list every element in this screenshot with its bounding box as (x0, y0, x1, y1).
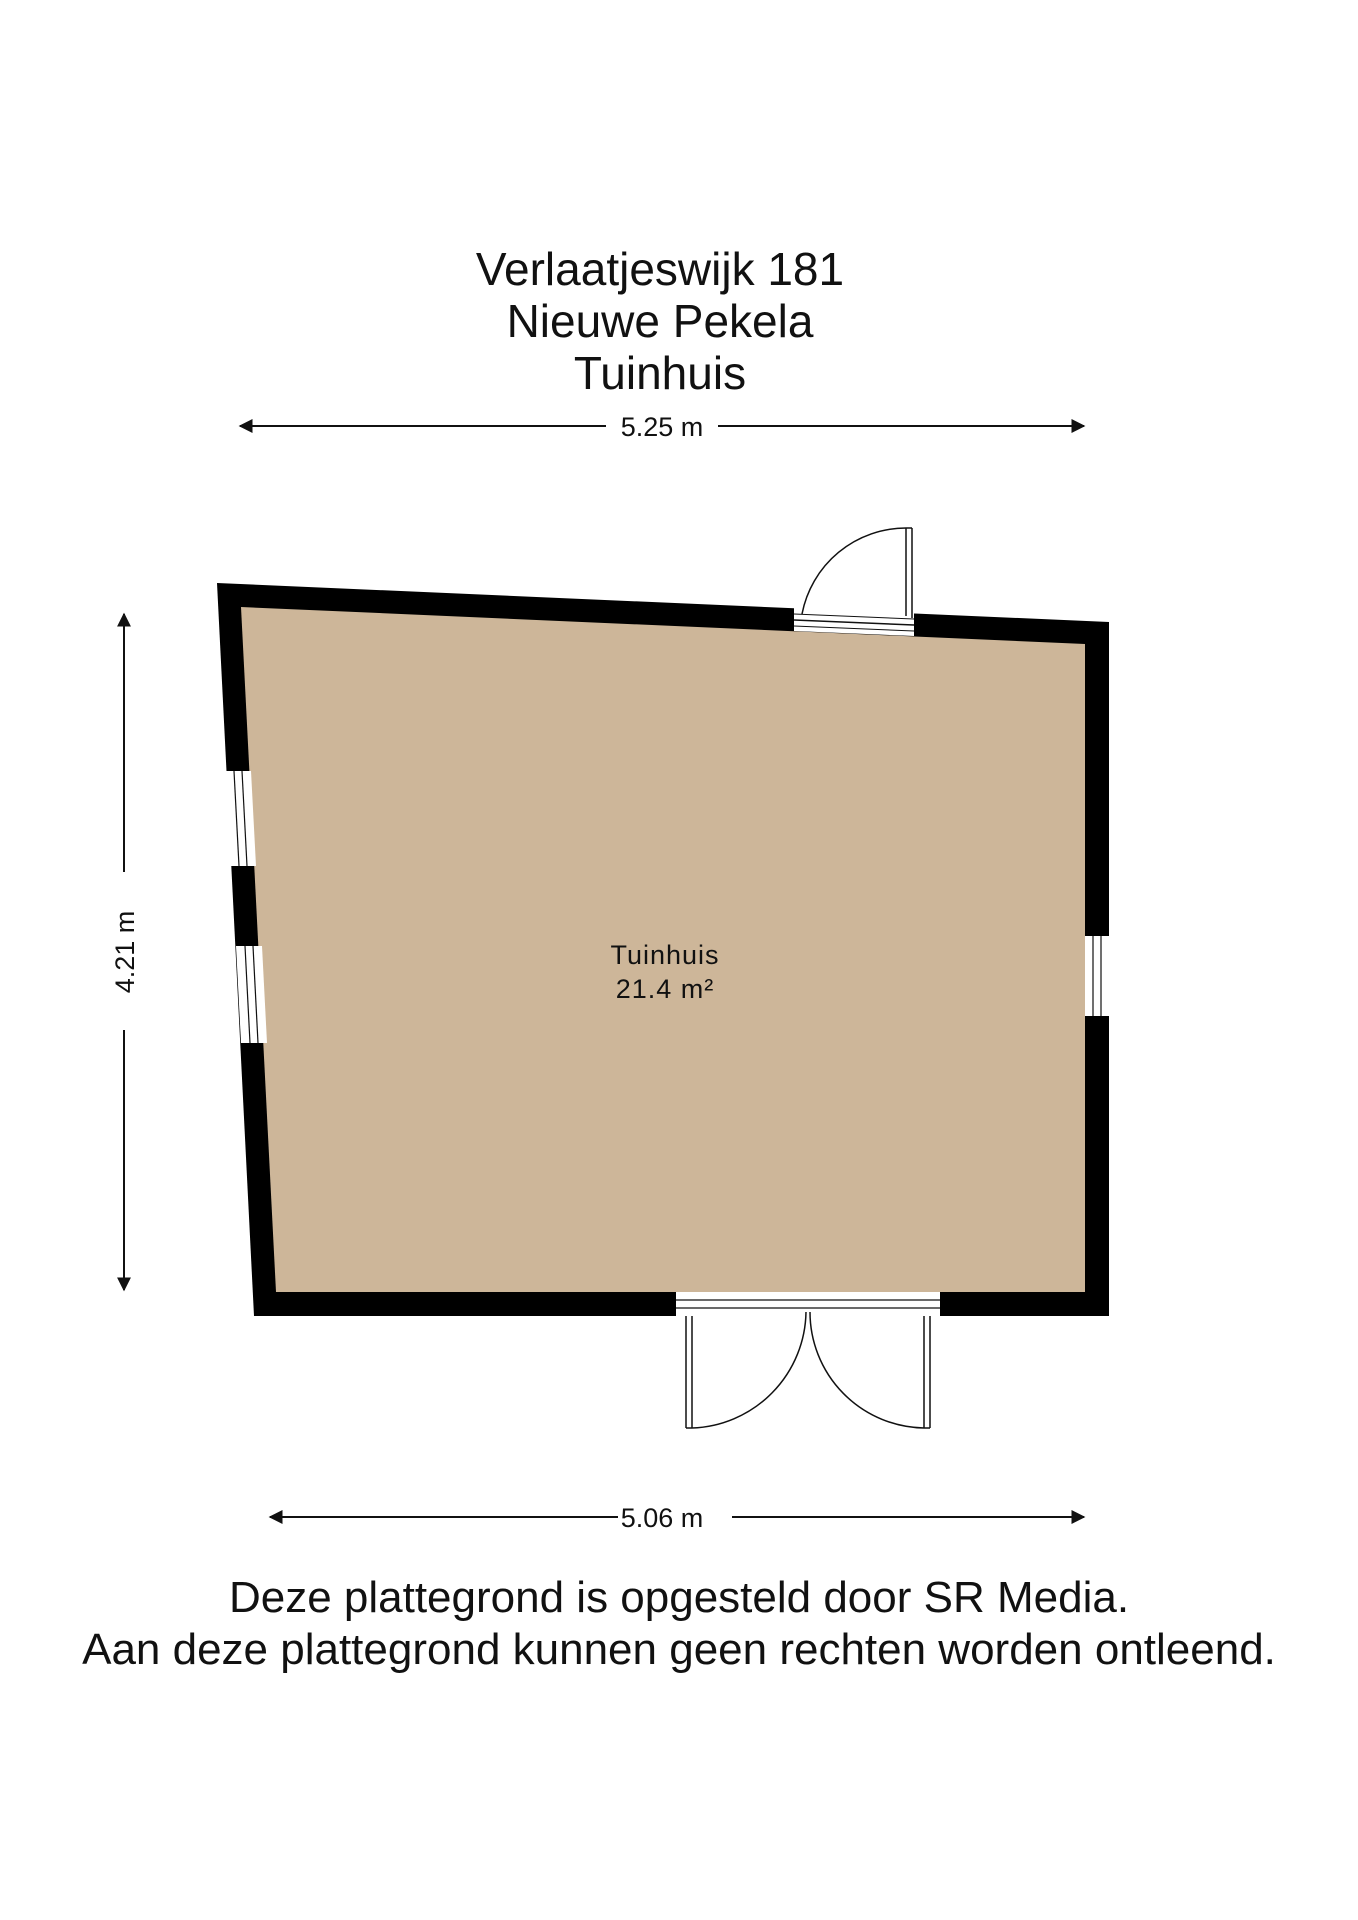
dimension-bottom (270, 1503, 1084, 1533)
disclaimer-line-2: Aan deze plattegrond kunnen geen rechten worden ontleend. (82, 1625, 1276, 1674)
window-left-upper (225, 771, 256, 866)
dimension-left-label: 4.21 m (110, 910, 140, 994)
room-name: Tuinhuis (610, 940, 720, 970)
dimension-left (110, 614, 140, 1290)
plan-title-city: Nieuwe Pekela (506, 295, 814, 347)
door-top (794, 528, 914, 636)
window-left-lower (236, 946, 267, 1043)
dimension-top (240, 412, 1084, 442)
dimension-top-label: 5.25 m (620, 412, 704, 442)
window-right (1085, 936, 1109, 1016)
door-bottom (676, 1292, 940, 1428)
dimension-bottom-label: 5.06 m (620, 1503, 704, 1533)
room-area: 21.4 m² (615, 974, 715, 1004)
plan-title-address: Verlaatjeswijk 181 (475, 243, 845, 295)
plan-title-building: Tuinhuis (573, 347, 747, 399)
disclaimer-line-1: Deze plattegrond is opgesteld door SR Media. (228, 1573, 1130, 1622)
